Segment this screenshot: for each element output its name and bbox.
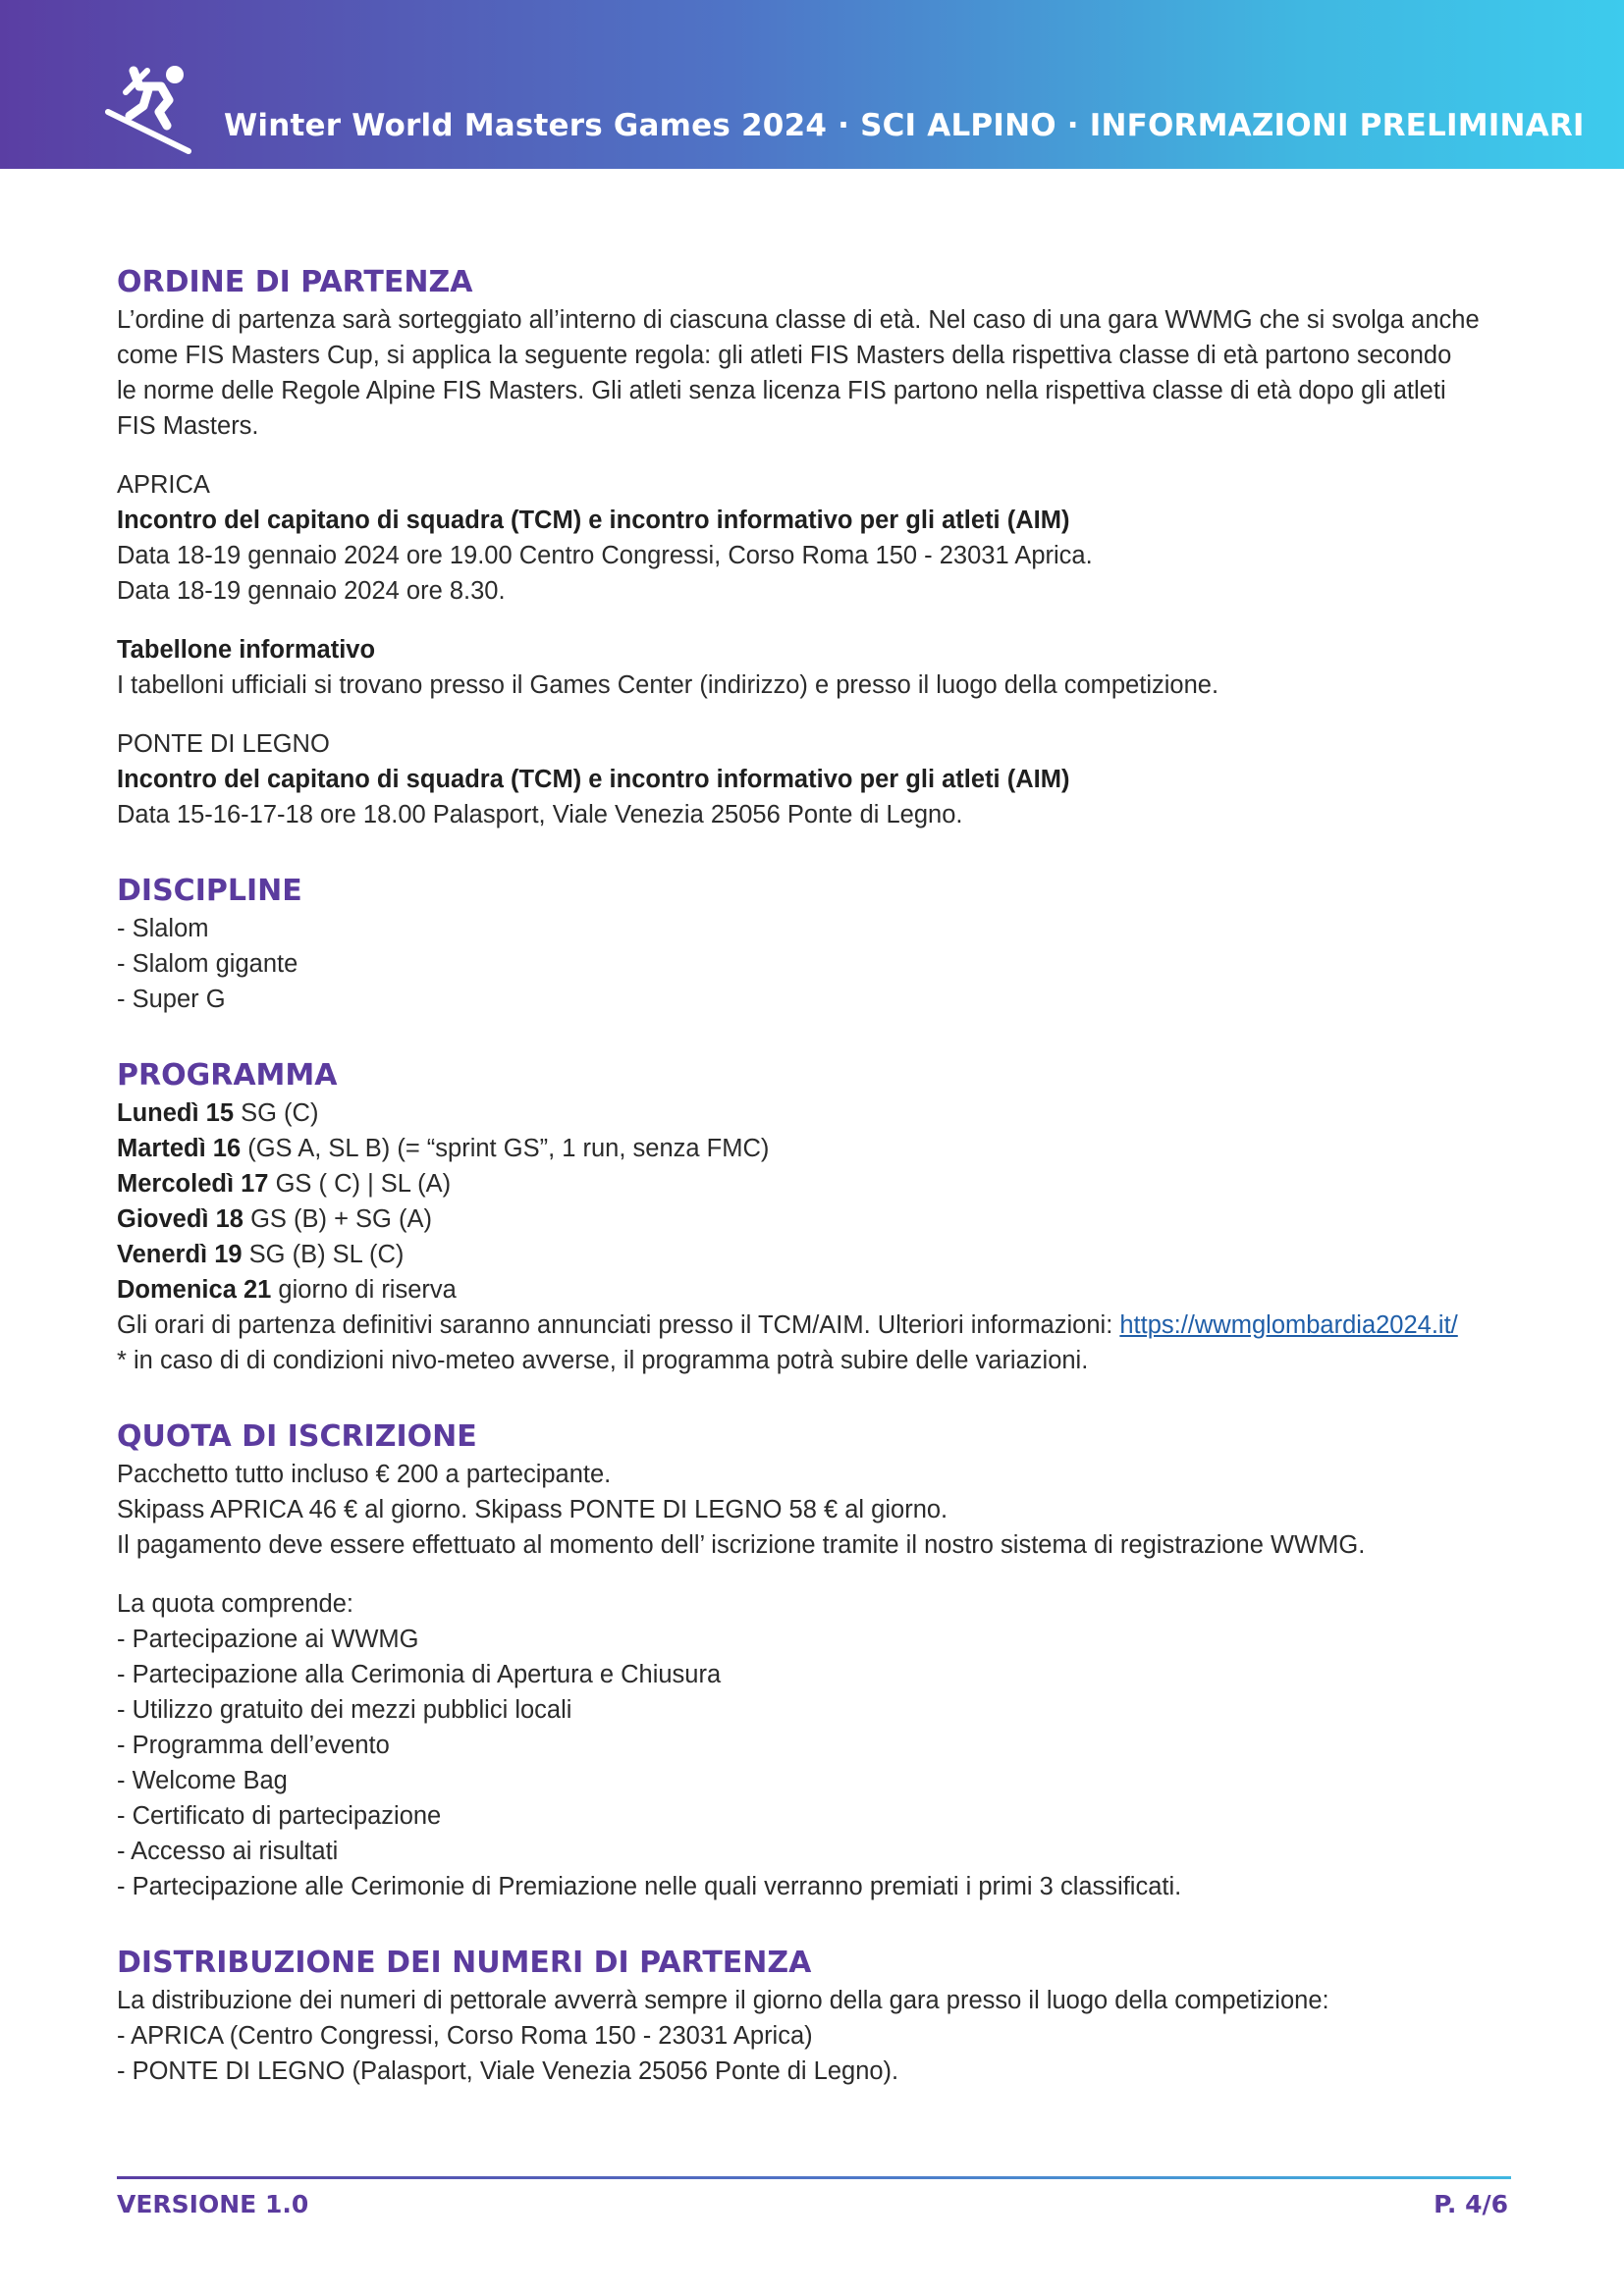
discipline-item: - Super G [117,986,226,1013]
quota-include-item: - Certificato di partecipazione [117,1802,442,1830]
distribuzione-line: - PONTE DI LEGNO (Palasport, Viale Venezia 25056 Ponte di Legno). [117,2057,899,2085]
quota-line: Pacchetto tutto incluso € 200 a partecipante. [117,1461,612,1488]
quota-line: Il pagamento deve essere effettuato al momento dell’ iscrizione tramite il nostro sistema di registrazione WWMG. [117,1531,1366,1559]
tabellone-text: I tabelloni ufficiali si trovano presso il Games Center (indirizzo) e presso il luogo della competizione. [117,671,1219,699]
program-day: Domenica 21 giorno di riserva [117,1276,457,1304]
aprica-meeting-title: Incontro del capitano di squadra (TCM) e incontro informativo per gli atleti (AIM) [117,507,1070,534]
quota-includes-title: La quota comprende: [117,1590,354,1618]
ordine-line: le norme delle Regole Alpine FIS Masters. Gli atleti senza licenza FIS partono nella rispettiva classe di età dopo gli atleti [117,377,1446,404]
section-title-distribuzione: DISTRIBUZIONE DEI NUMERI DI PARTENZA [117,1946,812,1980]
section-title-quota: QUOTA DI ISCRIZIONE [117,1419,477,1454]
section-title-discipline: DISCIPLINE [117,874,302,908]
quota-include-item: - Welcome Bag [117,1767,288,1794]
program-note-2: * in caso di di condizioni nivo-meteo avverse, il programma potrà subire delle variazioni. [117,1347,1089,1374]
program-day: Venerdì 19 SG (B) SL (C) [117,1241,405,1268]
ordine-line: come FIS Masters Cup, si applica la seguente regola: gli atleti FIS Masters della rispettiva classe di età partono secondo [117,342,1452,369]
distribuzione-line: La distribuzione dei numeri di pettorale avverrà sempre il giorno della gara presso il luogo della competizione: [117,1987,1329,2014]
main-content [117,263,1511,2089]
discipline-item: - Slalom gigante [117,950,298,978]
ponte-place: PONTE DI LEGNO [117,730,330,758]
program-day: Mercoledì 17 GS ( C) | SL (A) [117,1170,452,1198]
website-link[interactable]: https://wwmglombardia2024.it/ [1119,1311,1458,1339]
program-day: Giovedì 18 GS (B) + SG (A) [117,1205,432,1233]
quota-include-item: - Accesso ai risultati [117,1838,339,1865]
page-header [0,0,1624,169]
aprica-place: APRICA [117,471,210,499]
quota-include-item: - Partecipazione ai WWMG [117,1626,419,1653]
header-title: Winter World Masters Games 2024 · SCI ALPINO · INFORMAZIONI PRELIMINARI [224,108,1585,143]
footer-page-number: P. 4/6 [1434,2190,1508,2218]
footer-divider [117,2176,1511,2179]
distribuzione-line: - APRICA (Centro Congressi, Corso Roma 150 - 23031 Aprica) [117,2022,813,2050]
program-day: Lunedì 15 SG (C) [117,1099,319,1127]
section-title-programma: PROGRAMMA [117,1058,338,1093]
discipline-item: - Slalom [117,915,209,942]
tabellone-title: Tabellone informativo [117,636,376,664]
quota-include-item: - Programma dell’evento [117,1732,390,1759]
ordine-line: L’ordine di partenza sarà sorteggiato all’interno di ciascuna classe di età. Nel caso di una gara WWMG che si svolga anche [117,306,1480,334]
quota-include-item: - Partecipazione alle Cerimonie di Premiazione nelle quali verranno premiati i primi 3 classificati. [117,1873,1182,1900]
aprica-date-1: Data 18-19 gennaio 2024 ore 19.00 Centro Congressi, Corso Roma 150 - 23031 Aprica. [117,542,1093,569]
program-note: Gli orari di partenza definitivi saranno annunciati presso il TCM/AIM. Ulteriori informazioni: https://wwmglombardia2024.it/ [117,1311,1458,1339]
quota-line: Skipass APRICA 46 € al giorno. Skipass PONTE DI LEGNO 58 € al giorno. [117,1496,948,1523]
quota-include-item: - Utilizzo gratuito dei mezzi pubblici locali [117,1696,572,1724]
skier-icon [104,61,198,155]
section-title-ordine: ORDINE DI PARTENZA [117,265,473,299]
ponte-date: Data 15-16-17-18 ore 18.00 Palasport, Viale Venezia 25056 Ponte di Legno. [117,801,963,828]
ponte-meeting-title: Incontro del capitano di squadra (TCM) e incontro informativo per gli atleti (AIM) [117,766,1070,793]
quota-include-item: - Partecipazione alla Cerimonia di Apertura e Chiusura [117,1661,722,1688]
footer-version: VERSIONE 1.0 [117,2190,309,2218]
program-day: Martedì 16 (GS A, SL B) (= “sprint GS”, 1 run, senza FMC) [117,1135,770,1162]
ordine-line: FIS Masters. [117,412,259,440]
aprica-date-2: Data 18-19 gennaio 2024 ore 8.30. [117,577,506,605]
